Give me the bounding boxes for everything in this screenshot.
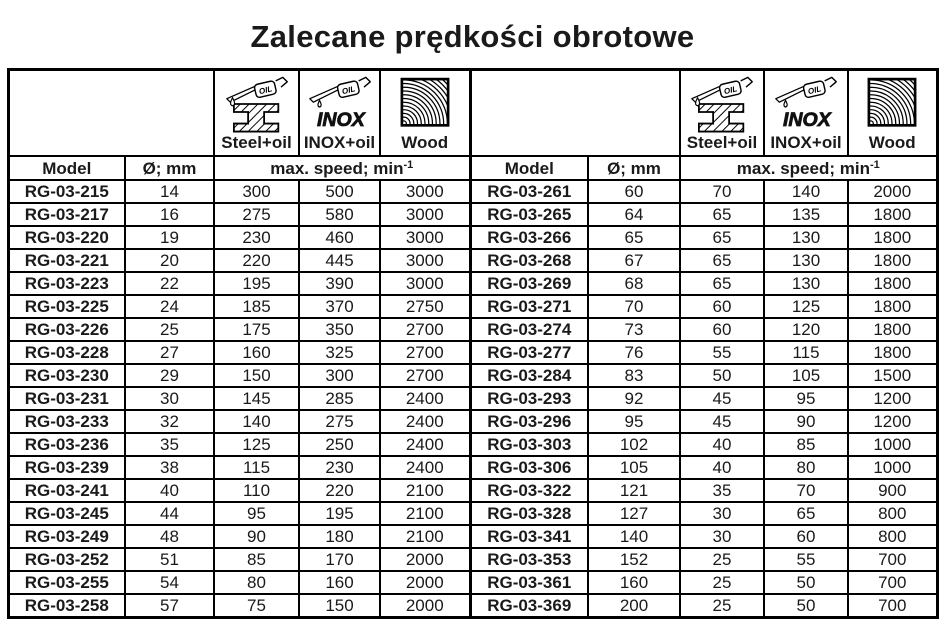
- speed-cell: 1800: [848, 295, 937, 318]
- diameter-cell: 83: [588, 364, 680, 387]
- table-row: [8, 456, 937, 479]
- model-cell: RG-03-353: [470, 548, 588, 571]
- speed-cell: 275: [299, 410, 380, 433]
- table-row: [8, 226, 937, 249]
- diameter-cell: 57: [125, 594, 214, 618]
- model-cell: RG-03-277: [470, 341, 588, 364]
- table-row: [8, 272, 937, 295]
- material-label-wood: Wood: [868, 133, 916, 153]
- speed-cell: 130: [764, 249, 848, 272]
- model-cell: RG-03-252: [8, 548, 125, 571]
- model-cell: RG-03-233: [8, 410, 125, 433]
- speed-cell: 90: [764, 410, 848, 433]
- diameter-cell: 95: [588, 410, 680, 433]
- speed-cell: 370: [299, 295, 380, 318]
- speed-cell: 1000: [848, 456, 937, 479]
- speed-cell: 45: [680, 387, 764, 410]
- speed-cell: 185: [214, 295, 299, 318]
- diameter-cell: 160: [588, 571, 680, 594]
- speed-cell: 900: [848, 479, 937, 502]
- speed-cell: 160: [299, 571, 380, 594]
- max-speed-column-header: max. speed; $\min^{-1}$: [680, 156, 937, 180]
- table-row: [8, 479, 937, 502]
- steel-beam-shape: [233, 104, 277, 132]
- speed-cell: 105: [764, 364, 848, 387]
- speed-cell: 2750: [380, 295, 470, 318]
- model-cell: RG-03-266: [470, 226, 588, 249]
- speed-cell: 25: [680, 594, 764, 618]
- model-column-header: Model: [470, 156, 588, 180]
- model-cell: RG-03-268: [470, 249, 588, 272]
- wood-grain-icon: [393, 74, 457, 134]
- material-icon-row: [8, 70, 937, 157]
- speed-cell: 180: [299, 525, 380, 548]
- table-row: [8, 594, 937, 618]
- model-cell: RG-03-274: [470, 318, 588, 341]
- diameter-cell: 25: [125, 318, 214, 341]
- diameter-cell: 19: [125, 226, 214, 249]
- speed-cell: 1800: [848, 249, 937, 272]
- model-cell: RG-03-328: [470, 502, 588, 525]
- speed-cell: 1800: [848, 318, 937, 341]
- speed-cell: 160: [214, 341, 299, 364]
- model-cell: RG-03-236: [8, 433, 125, 456]
- material-label-wood: Wood: [401, 133, 449, 153]
- model-cell: RG-03-361: [470, 571, 588, 594]
- speed-cell: 65: [764, 502, 848, 525]
- speed-cell: 500: [299, 180, 380, 203]
- speed-cell: 40: [680, 433, 764, 456]
- diameter-cell: 29: [125, 364, 214, 387]
- diameter-cell: 14: [125, 180, 214, 203]
- speed-cell: 250: [299, 433, 380, 456]
- speed-cell: 130: [764, 272, 848, 295]
- diameter-cell: 70: [588, 295, 680, 318]
- speed-cell: 145: [214, 387, 299, 410]
- inox-oil-icon: [774, 74, 838, 134]
- diameter-cell: 38: [125, 456, 214, 479]
- speed-cell: 125: [214, 433, 299, 456]
- speed-cell: 700: [848, 594, 937, 618]
- table-row: [8, 180, 937, 203]
- model-cell: RG-03-228: [8, 341, 125, 364]
- table-row: [8, 203, 937, 226]
- page-title: Zalecane prędkości obrotowe: [250, 19, 695, 54]
- diameter-cell: 102: [588, 433, 680, 456]
- speed-cell: 120: [764, 318, 848, 341]
- speed-cell: 60: [680, 295, 764, 318]
- material-label-inox-oil: INOX+oil: [770, 133, 842, 153]
- model-cell: RG-03-230: [8, 364, 125, 387]
- model-cell: RG-03-293: [470, 387, 588, 410]
- table-body: [8, 180, 937, 618]
- table-row: [8, 548, 937, 571]
- steel-oil-icon: [225, 74, 289, 134]
- model-cell: RG-03-239: [8, 456, 125, 479]
- model-cell: RG-03-322: [470, 479, 588, 502]
- speed-cell: 35: [680, 479, 764, 502]
- speed-cell: 95: [764, 387, 848, 410]
- speed-cell: 125: [764, 295, 848, 318]
- speed-cell: 800: [848, 525, 937, 548]
- speed-cell: 140: [764, 180, 848, 203]
- table-row: [8, 410, 937, 433]
- diameter-cell: 22: [125, 272, 214, 295]
- speed-cell: 3000: [380, 180, 470, 203]
- svg-text:OIL: OIL: [723, 84, 739, 97]
- material-header-wood: [848, 70, 937, 157]
- speed-cell: 2000: [848, 180, 937, 203]
- diameter-cell: 140: [588, 525, 680, 548]
- exponent: -1: [869, 158, 880, 171]
- speed-cell: 700: [848, 548, 937, 571]
- speed-cell: 40: [680, 456, 764, 479]
- oil-can-icon: [776, 78, 836, 103]
- speed-cell: 90: [214, 525, 299, 548]
- speed-cell: 230: [214, 226, 299, 249]
- diameter-cell: 32: [125, 410, 214, 433]
- speed-cell: 230: [299, 456, 380, 479]
- model-cell: RG-03-306: [470, 456, 588, 479]
- model-cell: RG-03-284: [470, 364, 588, 387]
- oil-drop-icon: [317, 101, 320, 108]
- speed-cell: 2100: [380, 502, 470, 525]
- table-row: [8, 387, 937, 410]
- speed-cell: 220: [299, 479, 380, 502]
- diameter-cell: 27: [125, 341, 214, 364]
- speed-cell: 140: [214, 410, 299, 433]
- table-row: [8, 525, 937, 548]
- material-header-steel-oil: [214, 70, 299, 157]
- speed-cell: 3000: [380, 203, 470, 226]
- diameter-cell: 24: [125, 295, 214, 318]
- speed-cell: 275: [214, 203, 299, 226]
- speed-cell: 2400: [380, 387, 470, 410]
- speed-cell: 1800: [848, 272, 937, 295]
- speed-cell: 75: [214, 594, 299, 618]
- speed-cell: 80: [764, 456, 848, 479]
- speed-cell: 2000: [380, 594, 470, 618]
- speed-cell: 150: [299, 594, 380, 618]
- diameter-cell: 64: [588, 203, 680, 226]
- wood-grain-icon: [860, 74, 924, 134]
- material-header-inox-oil: [764, 70, 848, 157]
- speed-cell: 3000: [380, 226, 470, 249]
- diameter-cell: 60: [588, 180, 680, 203]
- table-row: [8, 571, 937, 594]
- max-speed-column-header: max. speed; $\min^{-1}$: [214, 156, 470, 180]
- table-row: [8, 249, 937, 272]
- speed-cell: 2100: [380, 525, 470, 548]
- diameter-cell: 51: [125, 548, 214, 571]
- speed-cell: 65: [680, 249, 764, 272]
- speed-cell: 285: [299, 387, 380, 410]
- speed-cell: 70: [764, 479, 848, 502]
- speed-cell: 700: [848, 571, 937, 594]
- model-cell: RG-03-220: [8, 226, 125, 249]
- table-row: [8, 433, 937, 456]
- speed-cell: 65: [680, 203, 764, 226]
- material-header-wood: [380, 70, 470, 157]
- speed-cell: 390: [299, 272, 380, 295]
- model-cell: RG-03-231: [8, 387, 125, 410]
- material-label-steel-oil: Steel+oil: [686, 133, 758, 153]
- model-cell: RG-03-249: [8, 525, 125, 548]
- speed-cell: 195: [214, 272, 299, 295]
- speed-cell: 70: [680, 180, 764, 203]
- speed-cell: 3000: [380, 249, 470, 272]
- diameter-cell: 105: [588, 456, 680, 479]
- speed-cell: 1200: [848, 410, 937, 433]
- model-cell: RG-03-225: [8, 295, 125, 318]
- speed-cell: 2100: [380, 479, 470, 502]
- speed-cell: 50: [764, 594, 848, 618]
- model-cell: RG-03-226: [8, 318, 125, 341]
- speed-cell: 2400: [380, 410, 470, 433]
- speed-cell: 580: [299, 203, 380, 226]
- speed-cell: 50: [764, 571, 848, 594]
- speed-cell: 350: [299, 318, 380, 341]
- diameter-cell: 44: [125, 502, 214, 525]
- diameter-cell: 30: [125, 387, 214, 410]
- speed-cell: 3000: [380, 272, 470, 295]
- model-cell: RG-03-223: [8, 272, 125, 295]
- speed-cell: 65: [680, 226, 764, 249]
- speed-cell: 85: [764, 433, 848, 456]
- speed-cell: 60: [680, 318, 764, 341]
- speed-cell: 50: [680, 364, 764, 387]
- speed-cell: 115: [214, 456, 299, 479]
- speed-cell: 2400: [380, 433, 470, 456]
- steel-oil-icon: [690, 74, 754, 134]
- diameter-cell: 200: [588, 594, 680, 618]
- speed-cell: 1800: [848, 226, 937, 249]
- model-column-header: Model: [8, 156, 125, 180]
- speed-cell: 150: [214, 364, 299, 387]
- inox-logo-text: INOX: [316, 109, 365, 132]
- speed-cell: 300: [214, 180, 299, 203]
- diameter-cell: 121: [588, 479, 680, 502]
- diameter-cell: 127: [588, 502, 680, 525]
- model-cell: RG-03-241: [8, 479, 125, 502]
- model-cell: RG-03-296: [470, 410, 588, 433]
- speed-cell: 65: [680, 272, 764, 295]
- model-cell: RG-03-245: [8, 502, 125, 525]
- speed-cell: 95: [214, 502, 299, 525]
- speed-cell: 220: [214, 249, 299, 272]
- svg-text:OIL: OIL: [340, 84, 356, 97]
- speed-cell: 110: [214, 479, 299, 502]
- speed-cell: 300: [299, 364, 380, 387]
- speed-cell: 45: [680, 410, 764, 433]
- table-row: [8, 364, 937, 387]
- oil-drop-icon: [784, 101, 787, 108]
- diameter-cell: 20: [125, 249, 214, 272]
- speed-cell: 85: [214, 548, 299, 571]
- speed-cell: 175: [214, 318, 299, 341]
- model-cell: RG-03-269: [470, 272, 588, 295]
- model-cell: RG-03-215: [8, 180, 125, 203]
- speed-cell: 460: [299, 226, 380, 249]
- speed-cell: 800: [848, 502, 937, 525]
- speed-cell: 25: [680, 571, 764, 594]
- diameter-cell: 40: [125, 479, 214, 502]
- material-label-inox-oil: INOX+oil: [303, 133, 376, 153]
- empty-header-cell: [8, 70, 214, 157]
- material-header-inox-oil: [299, 70, 380, 157]
- speed-cell: 2000: [380, 548, 470, 571]
- material-header-steel-oil: [680, 70, 764, 157]
- model-cell: RG-03-303: [470, 433, 588, 456]
- diameter-column-header: Ø; mm: [588, 156, 680, 180]
- speed-cell: 1800: [848, 341, 937, 364]
- table-row: [8, 318, 937, 341]
- speed-cell: 30: [680, 525, 764, 548]
- speed-cell: 1500: [848, 364, 937, 387]
- diameter-cell: 76: [588, 341, 680, 364]
- model-cell: RG-03-221: [8, 249, 125, 272]
- speed-cell: 325: [299, 341, 380, 364]
- model-cell: RG-03-217: [8, 203, 125, 226]
- model-cell: RG-03-261: [470, 180, 588, 203]
- speed-cell: 55: [764, 548, 848, 571]
- diameter-cell: 92: [588, 387, 680, 410]
- svg-text:OIL: OIL: [807, 84, 823, 97]
- model-cell: RG-03-255: [8, 571, 125, 594]
- speed-cell: 1800: [848, 203, 937, 226]
- model-cell: RG-03-341: [470, 525, 588, 548]
- diameter-cell: 35: [125, 433, 214, 456]
- speed-cell: 60: [764, 525, 848, 548]
- steel-beam-shape: [699, 104, 743, 132]
- diameter-cell: 152: [588, 548, 680, 571]
- inox-oil-icon: [308, 74, 372, 134]
- diameter-cell: 67: [588, 249, 680, 272]
- diameter-cell: 16: [125, 203, 214, 226]
- model-cell: RG-03-369: [470, 594, 588, 618]
- diameter-cell: 65: [588, 226, 680, 249]
- table-row: [8, 341, 937, 364]
- model-cell: RG-03-271: [470, 295, 588, 318]
- speed-cell: 195: [299, 502, 380, 525]
- speed-cell: 1000: [848, 433, 937, 456]
- svg-text:OIL: OIL: [257, 84, 273, 97]
- speed-cell: 170: [299, 548, 380, 571]
- column-header-row: [8, 156, 937, 180]
- speed-cell: 2700: [380, 341, 470, 364]
- speed-cell: 2000: [380, 571, 470, 594]
- speed-cell: 80: [214, 571, 299, 594]
- speed-cell: 2700: [380, 318, 470, 341]
- speed-cell: 1200: [848, 387, 937, 410]
- table-row: [8, 502, 937, 525]
- table-row: [8, 295, 937, 318]
- speed-cell: 135: [764, 203, 848, 226]
- diameter-cell: 68: [588, 272, 680, 295]
- inox-logo-text: INOX: [782, 109, 831, 132]
- oil-can-icon: [226, 78, 286, 103]
- model-cell: RG-03-258: [8, 594, 125, 618]
- diameter-column-header: Ø; mm: [125, 156, 214, 180]
- speed-cell: 30: [680, 502, 764, 525]
- speed-cell: 2400: [380, 456, 470, 479]
- model-cell: RG-03-265: [470, 203, 588, 226]
- speed-cell: 115: [764, 341, 848, 364]
- exponent: -1: [403, 158, 414, 171]
- speed-cell: 55: [680, 341, 764, 364]
- diameter-cell: 54: [125, 571, 214, 594]
- speed-cell: 130: [764, 226, 848, 249]
- empty-header-cell: [470, 70, 680, 157]
- material-label-steel-oil: Steel+oil: [221, 133, 292, 153]
- diameter-cell: 48: [125, 525, 214, 548]
- speed-cell: 445: [299, 249, 380, 272]
- oil-can-icon: [309, 78, 369, 103]
- speed-cell: 25: [680, 548, 764, 571]
- speed-cell: 2700: [380, 364, 470, 387]
- oil-can-icon: [692, 78, 752, 103]
- speed-table: [7, 68, 939, 619]
- diameter-cell: 73: [588, 318, 680, 341]
